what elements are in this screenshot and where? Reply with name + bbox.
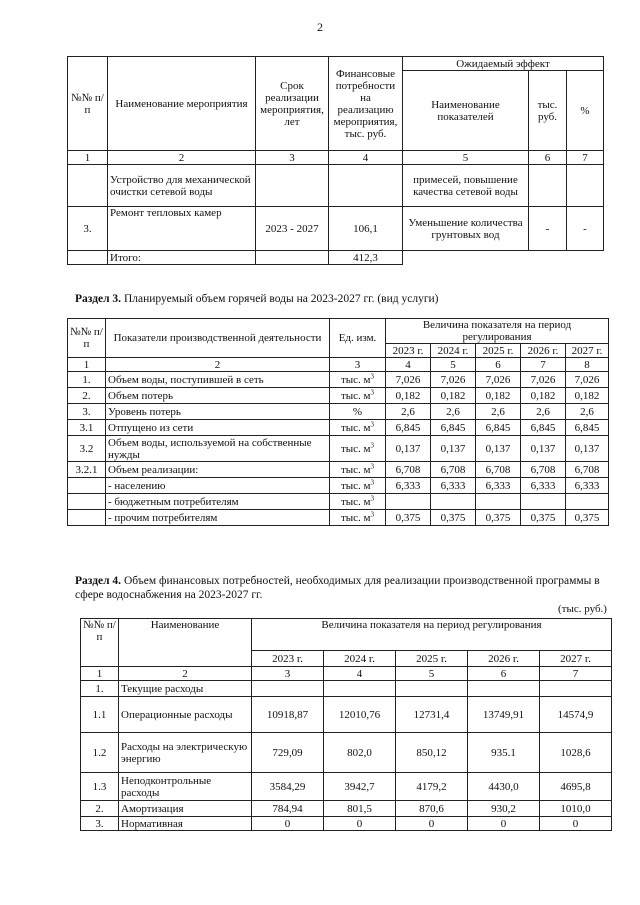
unit-text: тыс. м <box>340 463 371 476</box>
unit-sup: 3 <box>370 477 375 486</box>
row-pct <box>567 165 604 207</box>
row-name: Отпущено из сети <box>106 420 330 436</box>
row-unit <box>330 388 386 404</box>
page-number: 2 <box>317 20 323 34</box>
unit-sup: 3 <box>370 493 375 502</box>
row-value: 801,5 <box>324 801 396 817</box>
year-header: 2023 г. <box>386 344 431 358</box>
row-value: 13749,91 <box>468 697 540 733</box>
header-thous: тыс. руб. <box>529 71 567 151</box>
row-num: 3.2.1 <box>68 462 106 478</box>
row-unit <box>330 510 386 526</box>
row-value <box>566 494 609 510</box>
total-value: 412,3 <box>329 251 403 265</box>
section4-heading <box>75 574 615 602</box>
row-value <box>468 681 540 697</box>
year-header: 2025 г. <box>476 344 521 358</box>
row-num: 3. <box>68 404 106 420</box>
table-row <box>81 817 612 831</box>
year-header: 2026 г. <box>468 651 540 667</box>
colnum: 2 <box>108 151 256 165</box>
row-value <box>252 681 324 697</box>
section3-title: Планируемый объем горячей воды на 2023-2027 гг. (вид услуги) <box>123 293 439 305</box>
row-value: 6,708 <box>566 462 609 478</box>
table-row <box>68 404 609 420</box>
row-value: 2,6 <box>521 404 566 420</box>
row-value: 0,375 <box>476 510 521 526</box>
row-name: Неподконтрольные расходы <box>119 773 252 801</box>
row-value: 7,026 <box>521 372 566 388</box>
header-num: №№ п/п <box>68 319 106 358</box>
row-value: 4430,0 <box>468 773 540 801</box>
colnum: 2 <box>106 358 330 372</box>
row-value: 6,708 <box>476 462 521 478</box>
row-value: 6,845 <box>566 420 609 436</box>
section4-title: Объем финансовых потребностей, необходимых для реализации производственной программы в сфере водоснабжения на 2023-2027 гг. <box>75 575 600 601</box>
row-num: 1.3 <box>81 773 119 801</box>
unit-sup: 3 <box>370 387 375 396</box>
row-value: 6,333 <box>431 478 476 494</box>
header-name: Наименование мероприятия <box>108 57 256 151</box>
row-value <box>396 681 468 697</box>
table-row <box>68 420 609 436</box>
table-row <box>81 801 612 817</box>
colnum: 6 <box>476 358 521 372</box>
row-value: 6,845 <box>476 420 521 436</box>
row-value: 0 <box>540 817 612 831</box>
row-unit <box>330 494 386 510</box>
table-row <box>68 462 609 478</box>
row-value: 1010,0 <box>540 801 612 817</box>
row-name: - бюджетным потребителям <box>106 494 330 510</box>
row-value: 0,137 <box>431 436 476 462</box>
row-name: Объем потерь <box>106 388 330 404</box>
row-value: 2,6 <box>386 404 431 420</box>
section3-heading <box>75 292 615 306</box>
row-value: 0,182 <box>476 388 521 404</box>
row-value: 0 <box>468 817 540 831</box>
row-value: 0,182 <box>566 388 609 404</box>
finance-table <box>80 618 612 831</box>
row-value: 0,137 <box>476 436 521 462</box>
row-name: Текущие расходы <box>119 681 252 697</box>
colnum: 5 <box>403 151 529 165</box>
unit-sup: 3 <box>370 419 375 428</box>
row-unit <box>330 478 386 494</box>
header-num: №№ п/п <box>81 619 119 667</box>
total-label: Итого: <box>108 251 256 265</box>
row-value: 0,137 <box>386 436 431 462</box>
colnum: 6 <box>468 667 540 681</box>
table-row <box>81 773 612 801</box>
row-indicator: Уменьшение количества грунтовых вод <box>403 207 529 251</box>
header-num: №№ п/п <box>68 57 108 151</box>
row-value: 6,333 <box>521 478 566 494</box>
row-value: 7,026 <box>566 372 609 388</box>
row-num: 3.1 <box>68 420 106 436</box>
colnum: 5 <box>396 667 468 681</box>
colnum: 6 <box>529 151 567 165</box>
row-value: 6,333 <box>566 478 609 494</box>
colnum: 7 <box>521 358 566 372</box>
row-name: - населению <box>106 478 330 494</box>
row-finance: 106,1 <box>329 207 403 251</box>
row-num: 1.1 <box>81 697 119 733</box>
year-header: 2027 г. <box>566 344 609 358</box>
row-thous <box>529 251 567 265</box>
row-indicator <box>403 251 529 265</box>
row-name: - прочим потребителям <box>106 510 330 526</box>
row-value: 0 <box>396 817 468 831</box>
colnum: 8 <box>566 358 609 372</box>
row-name: Объем воды, поступившей в сеть <box>106 372 330 388</box>
year-header: 2023 г. <box>252 651 324 667</box>
row-num: 2. <box>68 388 106 404</box>
unit-sup: 3 <box>370 461 375 470</box>
unit-note: (тыс. руб.) <box>558 603 607 615</box>
row-value: 3584,29 <box>252 773 324 801</box>
row-value: 935.1 <box>468 733 540 773</box>
row-value: 12010,76 <box>324 697 396 733</box>
unit-text: тыс. м <box>340 511 371 524</box>
row-term <box>256 251 329 265</box>
table-row <box>81 681 612 697</box>
table-row <box>81 697 612 733</box>
header-finance: Финансовые потребности на реализацию мероприятия, тыс. руб. <box>329 57 403 151</box>
row-num <box>68 510 106 526</box>
section4-label: Раздел 4. <box>75 575 122 587</box>
row-value: 0,375 <box>521 510 566 526</box>
row-value: 12731,4 <box>396 697 468 733</box>
row-value <box>540 681 612 697</box>
table-row <box>68 478 609 494</box>
colnum: 3 <box>256 151 329 165</box>
unit-sup: 3 <box>370 509 375 518</box>
row-value: 870,6 <box>396 801 468 817</box>
row-value: 0 <box>252 817 324 831</box>
unit-text: тыс. м <box>340 373 371 386</box>
row-name: Ремонт тепловых камер <box>108 207 256 251</box>
row-value: 0,375 <box>566 510 609 526</box>
year-header: 2026 г. <box>521 344 566 358</box>
row-value: 0 <box>324 817 396 831</box>
row-value: 6,845 <box>431 420 476 436</box>
header-name: Наименование <box>119 619 252 667</box>
row-value <box>476 494 521 510</box>
row-value: 0,182 <box>386 388 431 404</box>
row-value <box>324 681 396 697</box>
row-num: 1.2 <box>81 733 119 773</box>
row-value: 6,708 <box>521 462 566 478</box>
row-thous: - <box>529 207 567 251</box>
header-indicator: Наименование показателей <box>403 71 529 151</box>
colnum: 3 <box>252 667 324 681</box>
row-name: Расходы на электрическую энергию <box>119 733 252 773</box>
row-pct: - <box>567 207 604 251</box>
row-thous <box>529 165 567 207</box>
table-row <box>68 510 609 526</box>
colnum: 1 <box>68 358 106 372</box>
year-header: 2024 г. <box>431 344 476 358</box>
row-value: 6,708 <box>386 462 431 478</box>
row-value: 0,375 <box>431 510 476 526</box>
header-name: Показатели производственной деятельности <box>106 319 330 358</box>
unit-sup: 3 <box>370 371 375 380</box>
year-header: 2027 г. <box>540 651 612 667</box>
row-value: 10918,87 <box>252 697 324 733</box>
row-value: 850,12 <box>396 733 468 773</box>
table-row <box>68 372 609 388</box>
colnum: 4 <box>329 151 403 165</box>
unit-text: % <box>352 405 363 418</box>
year-header: 2025 г. <box>396 651 468 667</box>
hot-water-table <box>67 318 609 526</box>
row-finance <box>329 165 403 207</box>
row-value: 4695,8 <box>540 773 612 801</box>
row-value <box>521 494 566 510</box>
header-unit: Ед. изм. <box>330 319 386 358</box>
header-effect: Ожидаемый эффект <box>403 57 604 71</box>
row-value: 930,2 <box>468 801 540 817</box>
row-unit <box>330 436 386 462</box>
row-name: Амортизация <box>119 801 252 817</box>
unit-text: тыс. м <box>340 421 371 434</box>
row-num: 3. <box>68 207 108 251</box>
unit-text: тыс. м <box>340 389 371 402</box>
row-term <box>256 165 329 207</box>
row-value: 2,6 <box>566 404 609 420</box>
row-value: 6,333 <box>386 478 431 494</box>
colnum: 4 <box>324 667 396 681</box>
colnum: 7 <box>540 667 612 681</box>
year-header: 2024 г. <box>324 651 396 667</box>
row-num: 1. <box>68 372 106 388</box>
colnum: 5 <box>431 358 476 372</box>
unit-sup: 3 <box>370 440 375 449</box>
row-value: 6,845 <box>386 420 431 436</box>
row-value: 784,94 <box>252 801 324 817</box>
row-num: 1. <box>81 681 119 697</box>
row-value: 2,6 <box>431 404 476 420</box>
header-pct: % <box>567 71 604 151</box>
row-num: 2. <box>81 801 119 817</box>
table-row <box>68 436 609 462</box>
row-unit <box>330 420 386 436</box>
header-period: Величина показателя на период регулирования <box>386 319 609 344</box>
colnum: 1 <box>68 151 108 165</box>
row-value: 0,182 <box>521 388 566 404</box>
row-value: 3942,7 <box>324 773 396 801</box>
row-unit <box>330 462 386 478</box>
row-value: 6,708 <box>431 462 476 478</box>
row-name: Нормативная <box>119 817 252 831</box>
row-num: 3.2 <box>68 436 106 462</box>
row-num: 3. <box>81 817 119 831</box>
row-num <box>68 478 106 494</box>
row-num <box>68 165 108 207</box>
section3-label: Раздел 3. <box>75 293 122 305</box>
colnum: 3 <box>330 358 386 372</box>
table-row <box>81 733 612 773</box>
unit-text: тыс. м <box>340 495 371 508</box>
row-unit <box>330 372 386 388</box>
row-value: 4179,2 <box>396 773 468 801</box>
row-value: 7,026 <box>386 372 431 388</box>
row-value: 0,137 <box>566 436 609 462</box>
row-term: 2023 - 2027 <box>256 207 329 251</box>
row-name: Объем реализации: <box>106 462 330 478</box>
row-value: 2,6 <box>476 404 521 420</box>
row-name: Операционные расходы <box>119 697 252 733</box>
row-num <box>68 251 108 265</box>
row-value: 0,137 <box>521 436 566 462</box>
colnum: 1 <box>81 667 119 681</box>
measures-table <box>67 56 604 265</box>
row-pct <box>567 251 604 265</box>
row-value: 1028,6 <box>540 733 612 773</box>
colnum: 2 <box>119 667 252 681</box>
row-name: Уровень потерь <box>106 404 330 420</box>
row-value <box>431 494 476 510</box>
row-name: Устройство для механической очистки сетевой воды <box>108 165 256 207</box>
row-unit <box>330 404 386 420</box>
row-value <box>386 494 431 510</box>
header-period: Величина показателя на период регулирования <box>252 619 612 651</box>
table-row <box>68 494 609 510</box>
unit-text: тыс. м <box>340 442 371 455</box>
row-value: 0,375 <box>386 510 431 526</box>
row-value: 0,182 <box>431 388 476 404</box>
header-term: Срок реализации мероприятия, лет <box>256 57 329 151</box>
row-value: 7,026 <box>476 372 521 388</box>
unit-text: тыс. м <box>340 479 371 492</box>
row-indicator: примесей, повышение качества сетевой воды <box>403 165 529 207</box>
table-row <box>68 388 609 404</box>
row-name: Объем воды, используемой на собственные нужды <box>106 436 330 462</box>
row-value: 6,845 <box>521 420 566 436</box>
row-value: 802,0 <box>324 733 396 773</box>
row-value: 14574,9 <box>540 697 612 733</box>
row-value: 7,026 <box>431 372 476 388</box>
row-num <box>68 494 106 510</box>
row-value: 729,09 <box>252 733 324 773</box>
row-value: 6,333 <box>476 478 521 494</box>
colnum: 7 <box>567 151 604 165</box>
colnum: 4 <box>386 358 431 372</box>
